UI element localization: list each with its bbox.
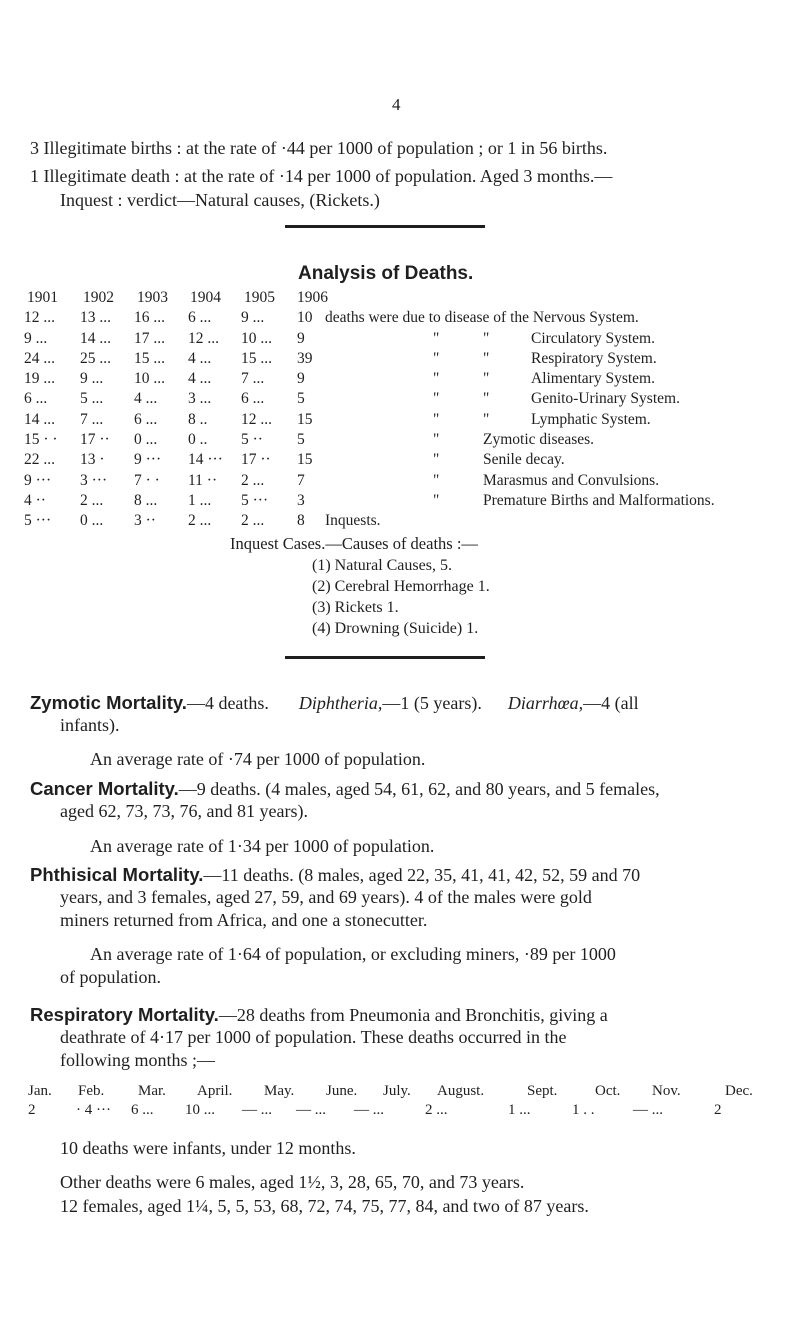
cause-description: Senile decay.: [483, 451, 565, 469]
month-count: 10 ...: [185, 1102, 215, 1118]
month-count: 6 ...: [131, 1102, 154, 1118]
month-label: May.: [264, 1083, 295, 1099]
year-value: 14 ...: [80, 329, 111, 347]
analysis-row: [0, 450, 800, 470]
analysis-row: [0, 491, 800, 511]
month-count: 1 . .: [572, 1102, 595, 1118]
year-value: 2 ...: [80, 491, 104, 509]
year-value: 7 ...: [80, 410, 104, 428]
year-value: 15 ...: [134, 349, 165, 367]
year-value: 5 ···: [241, 491, 269, 509]
month-label: April.: [197, 1083, 233, 1099]
year-value: 12 ...: [188, 329, 219, 347]
year-value: 3 ...: [188, 390, 212, 408]
year-value: 10: [297, 309, 313, 327]
month-count: — ...: [296, 1102, 326, 1118]
cause-description: Premature Births and Malformations.: [483, 491, 715, 509]
year-value: 5 ··: [241, 431, 263, 449]
year-value: 14 ···: [188, 451, 223, 469]
page-number: 4: [392, 95, 401, 114]
year-value: 15 · ·: [24, 431, 58, 449]
year-value: 5: [297, 431, 305, 449]
year-header: 1902: [83, 289, 114, 306]
year-value: 0 ...: [80, 512, 104, 530]
analysis-title: Analysis of Deaths.: [298, 263, 474, 284]
year-value: 12 ...: [24, 309, 55, 327]
ditto-mark: ": [433, 431, 440, 449]
year-header-row: [0, 288, 800, 308]
analysis-row: [0, 430, 800, 450]
inquest-verdict-line: Inquest : verdict—Natural causes, (Rickets.): [60, 190, 380, 210]
ditto-mark: ": [433, 390, 440, 408]
diarrhoea-label: Diarrhœa,: [507, 693, 584, 713]
section-divider: [285, 656, 485, 659]
year-value: 3 ···: [80, 471, 108, 489]
zymotic-paragraph: [30, 692, 639, 714]
year-value: 6 ...: [24, 390, 48, 408]
year-value: 9 ...: [241, 309, 265, 327]
inquest-item: (4) Drowning (Suicide) 1.: [312, 620, 479, 637]
cause-description: Respiratory System.: [531, 349, 657, 367]
year-value: 0 ..: [188, 431, 208, 449]
cause-description: Marasmus and Convulsions.: [483, 471, 660, 489]
cause-description: Zymotic diseases.: [483, 431, 595, 449]
year-value: 10 ...: [134, 370, 165, 388]
year-value: 7: [297, 471, 305, 489]
year-value: 9 ...: [80, 370, 104, 388]
phthisical-paragraph: [30, 864, 640, 886]
month-count: 2: [28, 1102, 36, 1118]
month-count: — ...: [242, 1102, 272, 1118]
year-value: 13 ...: [80, 309, 111, 327]
year-value: 9: [297, 329, 305, 347]
phthisical-continued: years, and 3 females, aged 27, 59, and 69 years). 4 of the males were gold: [60, 887, 592, 907]
analysis-table: [0, 288, 800, 532]
ditto-mark: ": [483, 410, 490, 428]
respiratory-continued: deathrate of 4·17 per 1000 of population. These deaths occurred in the: [60, 1027, 567, 1047]
month-label: Feb.: [78, 1083, 105, 1099]
inquest-item: (3) Rickets 1.: [312, 599, 399, 616]
respiratory-text: —28 deaths from Pneumonia and Bronchitis, giving a: [218, 1005, 608, 1025]
month-count: — ...: [354, 1102, 384, 1118]
month-count: · 4 ···: [76, 1102, 111, 1118]
analysis-row: [0, 369, 800, 389]
ditto-mark: ": [433, 451, 440, 469]
year-value: 7 · ·: [134, 471, 160, 489]
year-value: 6 ...: [188, 309, 212, 327]
year-value: 15 ...: [241, 349, 272, 367]
ditto-mark: ": [433, 491, 440, 509]
cancer-paragraph: [30, 778, 660, 800]
year-value: 2 ...: [188, 512, 212, 530]
ditto-mark: ": [483, 349, 490, 367]
year-value: 5 ...: [80, 390, 104, 408]
year-header: 1904: [190, 289, 221, 306]
year-value: 10 ...: [241, 329, 272, 347]
year-value: 1 ...: [188, 491, 212, 509]
zymotic-text: —4 (all: [583, 693, 639, 713]
year-value: 22 ...: [24, 451, 55, 469]
year-value: 4 ··: [24, 491, 46, 509]
zymotic-text: —4 deaths.: [186, 693, 269, 713]
month-count: 2: [714, 1102, 722, 1118]
year-header: 1905: [244, 289, 275, 306]
ditto-mark: ": [483, 329, 490, 347]
month-count: 2 ...: [425, 1102, 448, 1118]
year-value: 15: [297, 451, 313, 469]
ditto-mark: ": [483, 370, 490, 388]
year-value: 3 ··: [134, 512, 156, 530]
month-label: Dec.: [725, 1083, 753, 1099]
month-label: August.: [437, 1083, 485, 1099]
respiratory-paragraph: [30, 1004, 608, 1026]
ditto-mark: ": [433, 370, 440, 388]
month-count: — ...: [633, 1102, 663, 1118]
year-value: 6 ...: [241, 390, 265, 408]
year-value: 9: [297, 370, 305, 388]
year-value: 6 ...: [134, 410, 158, 428]
phthisical-average: of population.: [60, 967, 161, 987]
cause-description: Inquests.: [325, 512, 381, 530]
year-value: 0 ...: [134, 431, 158, 449]
ditto-mark: ": [483, 390, 490, 408]
inquest-item: (1) Natural Causes, 5.: [312, 557, 452, 574]
year-value: 17 ··: [80, 431, 110, 449]
cause-description: deaths were due to disease of the Nervous System.: [325, 309, 639, 327]
year-value: 17 ...: [134, 329, 165, 347]
cause-description: Circulatory System.: [531, 329, 655, 347]
month-count: 1 ...: [508, 1102, 531, 1118]
other-deaths-males: Other deaths were 6 males, aged 1½, 3, 28, 65, 70, and 73 years.: [60, 1172, 525, 1192]
year-value: 5: [297, 390, 305, 408]
cancer-continued: aged 62, 73, 73, 76, and 81 years).: [60, 801, 308, 821]
month-label: June.: [326, 1083, 358, 1099]
respiratory-heading: Respiratory Mortality.: [30, 1004, 219, 1025]
month-label: Oct.: [595, 1083, 621, 1099]
ditto-mark: ": [433, 329, 440, 347]
month-label: Nov.: [652, 1083, 681, 1099]
section-divider: [285, 225, 485, 228]
year-value: 16 ...: [134, 309, 165, 327]
year-value: 4 ...: [188, 349, 212, 367]
year-value: 8 ..: [188, 410, 208, 428]
year-value: 8: [297, 512, 305, 530]
year-value: 2 ...: [241, 471, 265, 489]
cancer-text: —9 deaths. (4 males, aged 54, 61, 62, and 80 years, and 5 females,: [178, 779, 660, 799]
cancer-heading: Cancer Mortality.: [30, 778, 179, 799]
infant-deaths-line: 10 deaths were infants, under 12 months.: [60, 1138, 356, 1158]
year-value: 17 ··: [241, 451, 271, 469]
year-value: 11 ··: [188, 471, 218, 489]
analysis-row: [0, 349, 800, 369]
other-deaths-females: 12 females, aged 1¼, 5, 5, 53, 68, 72, 74, 75, 77, 84, and two of 87 years.: [60, 1196, 589, 1216]
inquest-cases-heading: Inquest Cases.—Causes of deaths :—: [230, 534, 478, 553]
phthisical-continued: miners returned from Africa, and one a stonecutter.: [60, 910, 428, 930]
cause-description: Alimentary System.: [531, 370, 655, 388]
analysis-row: [0, 511, 800, 531]
year-value: 9 ···: [24, 471, 52, 489]
diphtheria-label: Diphtheria,: [298, 693, 383, 713]
year-value: 24 ...: [24, 349, 55, 367]
month-label: July.: [383, 1083, 411, 1099]
year-header: 1901: [27, 289, 58, 306]
year-value: 5 ···: [24, 512, 52, 530]
analysis-row: [0, 471, 800, 491]
zymotic-text: —1 (5 years).: [382, 693, 482, 713]
month-counts-row: [0, 1102, 800, 1122]
inquest-item: (2) Cerebral Hemorrhage 1.: [312, 578, 490, 595]
analysis-row: [0, 410, 800, 430]
cause-description: Genito-Urinary System.: [531, 390, 680, 408]
zymotic-continued: infants).: [60, 715, 120, 735]
zymotic-average: An average rate of ·74 per 1000 of population.: [90, 749, 426, 769]
respiratory-continued: following months ;—: [60, 1050, 216, 1070]
month-label: Jan.: [28, 1083, 52, 1099]
year-value: 2 ...: [241, 512, 265, 530]
cause-description: Lymphatic System.: [531, 410, 651, 428]
year-value: 12 ...: [241, 410, 272, 428]
phthisical-text: —11 deaths. (8 males, aged 22, 35, 41, 41, 42, 52, 59 and 70: [203, 865, 641, 885]
cancer-average: An average rate of 1·34 per 1000 of population.: [90, 836, 435, 856]
year-value: 3: [297, 491, 305, 509]
analysis-row: [0, 329, 800, 349]
illegitimate-births-line: 3 Illegitimate births : at the rate of ·44 per 1000 of population ; or 1 in 56 births.: [30, 138, 608, 158]
year-value: 25 ...: [80, 349, 111, 367]
month-label: Mar.: [138, 1083, 166, 1099]
illegitimate-death-line: 1 Illegitimate death : at the rate of ·14 per 1000 of population. Aged 3 months.—: [30, 166, 613, 186]
month-label: Sept.: [527, 1083, 558, 1099]
analysis-row: [0, 389, 800, 409]
phthisical-heading: Phthisical Mortality.: [30, 864, 204, 885]
year-value: 14 ...: [24, 410, 55, 428]
phthisical-average: An average rate of 1·64 of population, or excluding miners, ·89 per 1000: [90, 944, 616, 964]
ditto-mark: ": [433, 471, 440, 489]
year-header: 1906: [297, 289, 328, 306]
year-value: 19 ...: [24, 370, 55, 388]
year-value: 9 ...: [24, 329, 48, 347]
zymotic-heading: Zymotic Mortality.: [30, 692, 187, 713]
year-value: 9 ···: [134, 451, 162, 469]
months-header-row: [0, 1083, 800, 1103]
year-value: 15: [297, 410, 313, 428]
ditto-mark: ": [433, 410, 440, 428]
year-value: 8 ...: [134, 491, 158, 509]
analysis-row: [0, 308, 800, 328]
year-value: 7 ...: [241, 370, 265, 388]
year-value: 39: [297, 349, 313, 367]
year-value: 4 ...: [188, 370, 212, 388]
year-value: 4 ...: [134, 390, 158, 408]
ditto-mark: ": [433, 349, 440, 367]
year-value: 13 ·: [80, 451, 105, 469]
year-header: 1903: [137, 289, 168, 306]
